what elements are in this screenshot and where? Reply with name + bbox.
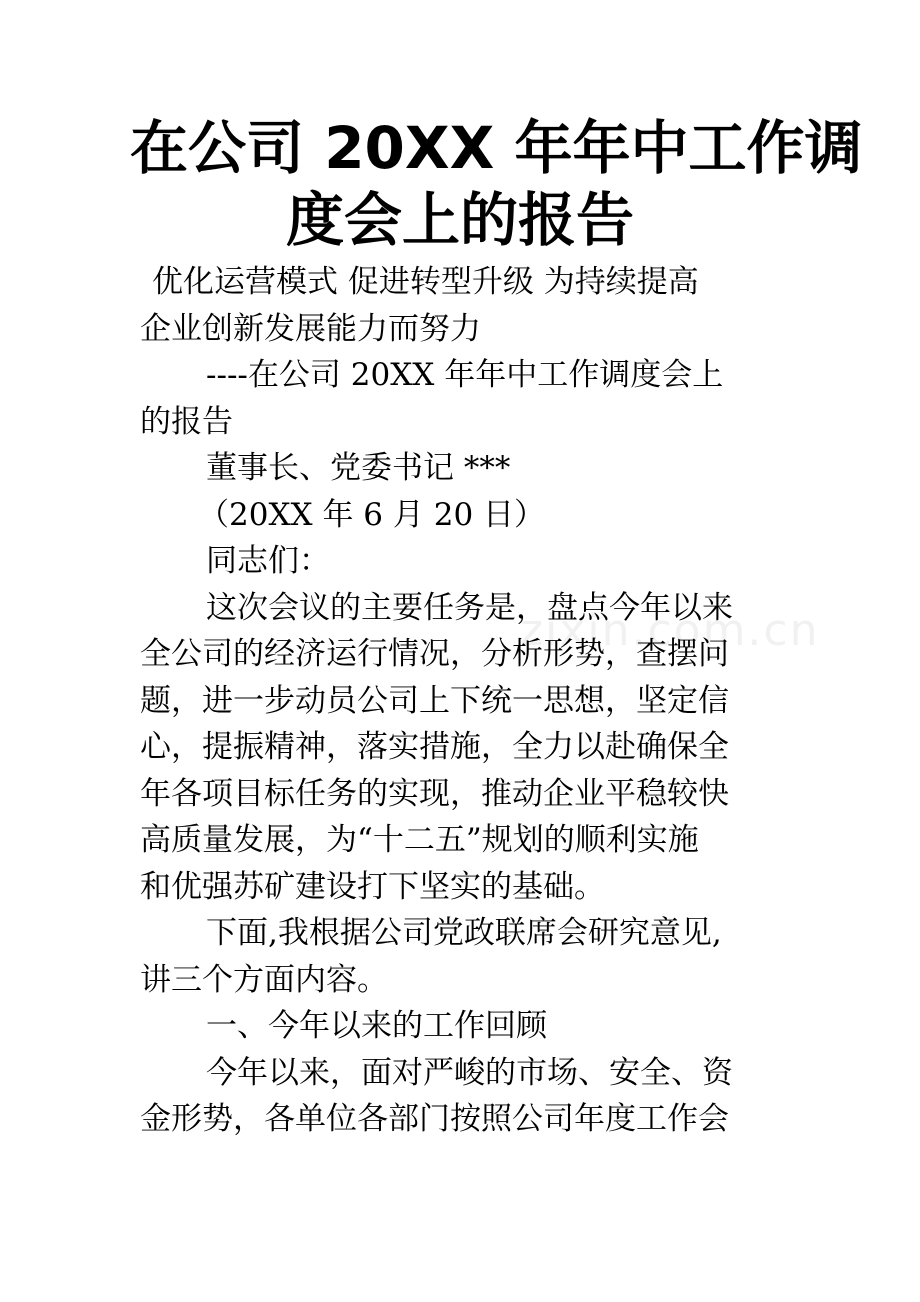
paragraph-line: 这次会议的主要任务是，盘点今年以来 (206, 589, 733, 626)
paragraph-line: 心，提振精神，落实措施，全力以赴确保全 (140, 729, 729, 765)
watermark: zixin.com.cn (520, 605, 820, 656)
paragraph-line: 题，进一步动员公司上下统一思想，坚定信 (140, 682, 729, 719)
paragraph-line: 年各项目标任务的实现，推动企业平稳较快 (140, 775, 729, 812)
paragraph-line: 全公司的经济运行情况，分析形势，查摆问 (140, 636, 729, 672)
title-line-2: 度会上的报告 (285, 186, 634, 254)
subtitle-line: 优化运营模式 促进转型升级 为持续提高 (152, 264, 699, 300)
report-caption-line: 的报告 (140, 403, 233, 440)
title-line-1: 在公司 20XX 年年中工作调 (130, 114, 863, 182)
paragraph-line: 金形势，各单位各部门按照公司年度工作会 (140, 1101, 729, 1137)
subtitle-line: 企业创新发展能力而努力 (140, 310, 481, 347)
paragraph-line: 今年以来，面对严峻的市场、安全、资 (206, 1054, 733, 1091)
document-title (130, 112, 863, 256)
date-line: （20XX 年 6 月 20 日） (198, 496, 546, 533)
section-heading: 一、今年以来的工作回顾 (206, 1008, 547, 1044)
report-caption-line: ----在公司 20XX 年年中工作调度会上 (206, 357, 724, 393)
paragraph-line: 讲三个方面内容。 (140, 961, 388, 998)
salutation: 同志们： (206, 543, 330, 579)
paragraph-line: 高质量发展，为“十二五”规划的顺利实施 (140, 822, 699, 858)
document-body (140, 259, 785, 1143)
paragraph-line: 下面,我根据公司党政联席会研究意见, (206, 915, 722, 951)
paragraph-line: 和优强苏矿建设打下坚实的基础。 (140, 868, 605, 905)
author-line: 董事长、党委书记 *** (206, 450, 511, 486)
